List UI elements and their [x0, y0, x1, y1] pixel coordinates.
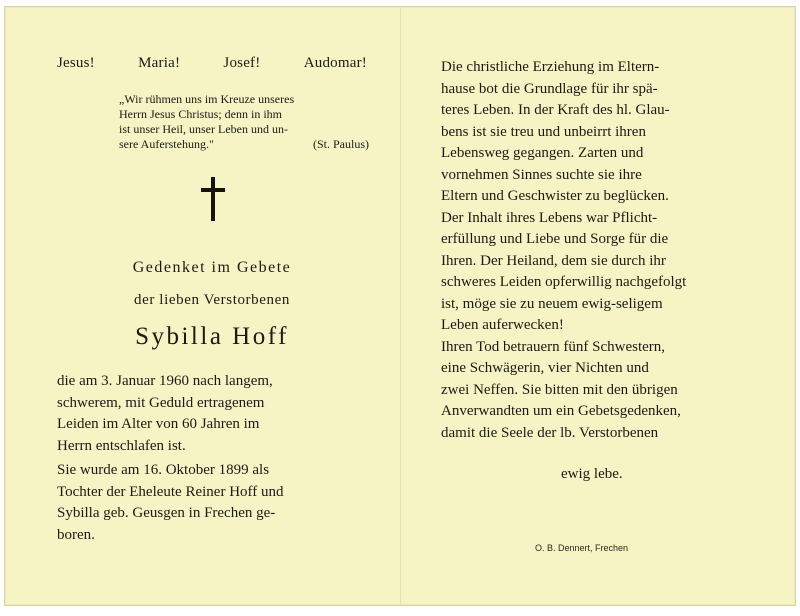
text-line: Leiden im Alter von 60 Jahren im — [57, 416, 260, 432]
deceased-intro: der lieben Verstorbenen — [134, 292, 290, 308]
text-line: schweres Leiden opferwillig nachgefolgt — [441, 274, 687, 290]
life-paragraph — [441, 57, 751, 337]
text-line: Ihren Tod betrauern fünf Schwestern, — [441, 338, 666, 355]
birth-paragraph — [57, 460, 367, 546]
death-paragraph — [57, 371, 367, 457]
text-line: damit die Seele der lb. Verstorbenen — [441, 424, 659, 441]
quote-last-line — [119, 137, 369, 152]
mourners-paragraph — [441, 337, 751, 445]
text-line: Anverwandten um ein Gebetsgedenken, — [441, 403, 681, 419]
invocation-jesus: Jesus! — [57, 55, 95, 71]
quote-line: „Wir rühmen uns im Kreuze unseres — [119, 92, 295, 106]
text-line: Ihren. Der Heiland, dem sie durch ihr — [441, 252, 666, 269]
text-line: hause bot die Grundlage für ihr spä- — [441, 80, 658, 97]
invocation-line — [57, 55, 367, 72]
text-line: Leben auferwecken! — [441, 317, 564, 333]
memorial-card — [4, 6, 796, 606]
text-line: Der Inhalt ihres Lebens war Pflicht- — [441, 209, 658, 226]
scripture-quote — [119, 92, 369, 152]
text-line: Lebensweg gegangen. Zarten und — [441, 145, 644, 161]
text-line: bens ist sie treu und unbeirrt ihren — [441, 123, 646, 140]
text-line: zwei Neffen. Sie bitten mit den übrigen — [441, 381, 678, 398]
text-line: erfüllung und Liebe und Sorge für die — [441, 231, 669, 247]
text-line: Die christliche Erziehung im Eltern- — [441, 59, 660, 75]
text-line: vornehmen Sinnes suchte sie ihre — [441, 166, 642, 183]
quote-line: ist unser Heil, unser Leben und un- — [119, 122, 288, 136]
invocation-maria: Maria! — [138, 55, 181, 71]
remember-heading: Gedenket im Gebete — [132, 259, 292, 276]
text-line: Herrn entschlafen ist. — [57, 437, 186, 454]
text-line: Sie wurde am 16. Oktober 1899 als — [57, 462, 270, 478]
quote-line: sere Auferstehung." — [119, 137, 214, 151]
text-line: Eltern und Geschwister zu beglücken. — [441, 188, 669, 204]
invocation-josef: Josef! — [223, 55, 261, 71]
cross-icon — [193, 177, 233, 221]
left-page — [57, 55, 367, 546]
text-line: boren. — [57, 526, 95, 543]
text-line: teres Leben. In der Kraft des hl. Glau- — [441, 102, 670, 118]
text-line: ist, möge sie zu neuem ewig-seligem — [441, 295, 663, 312]
text-line: Tochter der Eheleute Reiner Hoff und — [57, 483, 284, 500]
quote-line: Herrn Jesus Christus; denn in ihm — [119, 107, 282, 121]
printer-imprint: O. B. Dennert, Frechen — [535, 543, 629, 553]
invocation-audomar: Audomar! — [303, 55, 367, 71]
quote-source: (St. Paulus) — [312, 137, 369, 151]
text-line: eine Schwägerin, vier Nichten und — [441, 360, 649, 376]
card-fold — [400, 7, 401, 605]
text-line: schwerem, mit Geduld ertragenem — [57, 394, 265, 411]
deceased-name: Sybilla Hoff — [135, 323, 289, 350]
text-line: die am 3. Januar 1960 nach langem, — [57, 373, 273, 389]
text-line: Sybilla geb. Geusgen in Frechen ge- — [57, 505, 276, 521]
right-page — [441, 57, 751, 483]
closing-line: ewig lebe. — [561, 466, 623, 482]
